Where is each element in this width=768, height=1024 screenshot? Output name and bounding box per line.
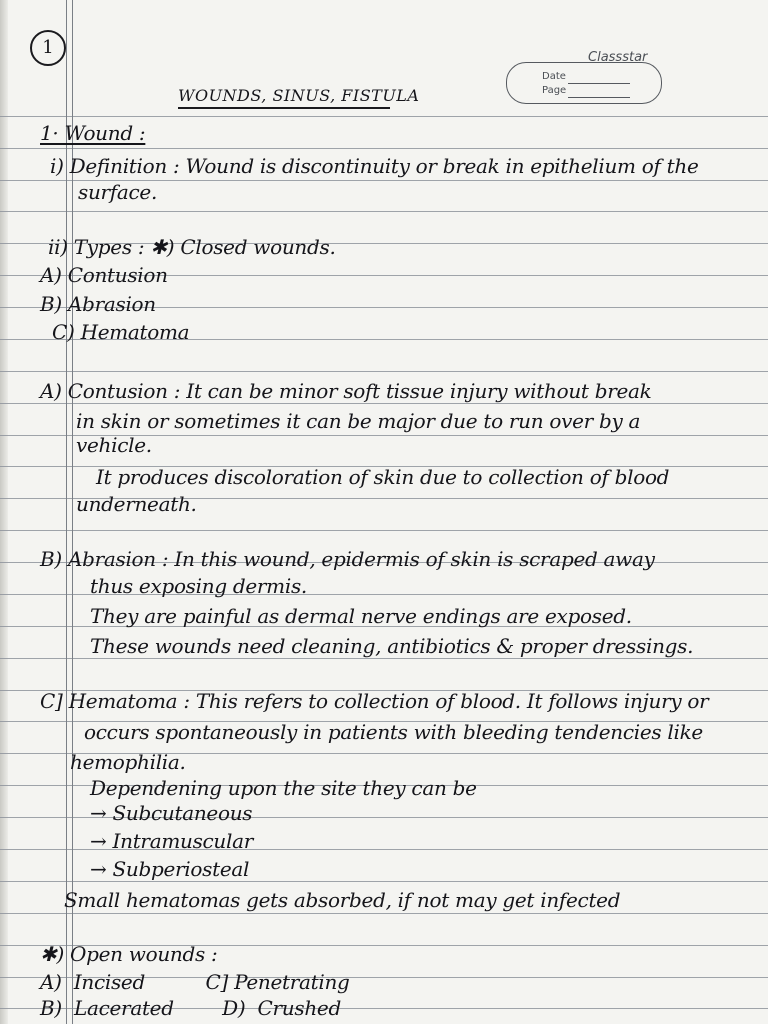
- page-title: WOUNDS, SINUS, FISTULA: [178, 86, 420, 105]
- brand-name: Classstar: [588, 50, 648, 65]
- type-item: C) Hematoma: [52, 320, 190, 344]
- hematoma-line: C] Hematoma : This refers to collection of blood. It follows injury or: [40, 689, 709, 713]
- ruled-line: [0, 148, 768, 149]
- hematoma-line: Dependening upon the site they can be: [90, 776, 477, 800]
- type-item: A) Contusion: [40, 263, 168, 287]
- open-wound-item: B) Lacerated D) Crushed: [40, 996, 341, 1020]
- abrasion-line: thus exposing dermis.: [90, 574, 307, 598]
- abrasion-line: B) Abrasion : In this wound, epidermis of skin is scraped away: [40, 547, 655, 571]
- ruled-line: [0, 530, 768, 531]
- hematoma-line: Small hematomas gets absorbed, if not may get infected: [64, 888, 621, 912]
- wound-heading: 1· Wound :: [40, 121, 146, 145]
- page-label: Page: [542, 85, 567, 96]
- hematoma-line: → Intramuscular: [90, 829, 253, 853]
- date-label: Date: [542, 71, 566, 82]
- contusion-line: in skin or sometimes it can be major due to run over by a: [76, 409, 641, 433]
- definition-line: i) Definition : Wound is discontinuity or break in epithelium of the: [50, 154, 699, 178]
- ruled-line: [0, 881, 768, 882]
- contusion-line: It produces discoloration of skin due to collection of blood: [96, 465, 670, 489]
- ruled-line: [0, 116, 768, 117]
- open-wound-item: A) Incised C] Penetrating: [40, 970, 350, 994]
- ruled-line: [0, 211, 768, 212]
- page-edge: [0, 0, 8, 1024]
- ruled-line: [0, 913, 768, 914]
- ruled-line: [0, 658, 768, 659]
- notebook-brand-stamp: [500, 52, 670, 108]
- hematoma-line: occurs spontaneously in patients with bleeding tendencies like: [84, 720, 703, 744]
- types-heading: ii) Types : ✱) Closed wounds.: [48, 235, 336, 259]
- title-underline: [178, 107, 390, 109]
- type-item: B) Abrasion: [40, 292, 156, 316]
- date-blank: [568, 83, 630, 84]
- hematoma-line: hemophilia.: [70, 750, 186, 774]
- page-blank: [568, 97, 630, 98]
- definition-line: surface.: [78, 180, 158, 204]
- page-number: 1: [30, 30, 66, 66]
- hematoma-line: → Subperiosteal: [90, 857, 250, 881]
- contusion-line: underneath.: [76, 492, 197, 516]
- open-wounds-heading: ✱) Open wounds :: [40, 942, 218, 966]
- hematoma-line: → Subcutaneous: [90, 801, 253, 825]
- abrasion-line: They are painful as dermal nerve endings are exposed.: [90, 604, 632, 628]
- abrasion-line: These wounds need cleaning, antibiotics & proper dressings.: [90, 634, 694, 658]
- contusion-line: vehicle.: [76, 433, 152, 457]
- ruled-line: [0, 371, 768, 372]
- contusion-line: A) Contusion : It can be minor soft tissue injury without break: [40, 379, 652, 403]
- ruled-line: [0, 403, 768, 404]
